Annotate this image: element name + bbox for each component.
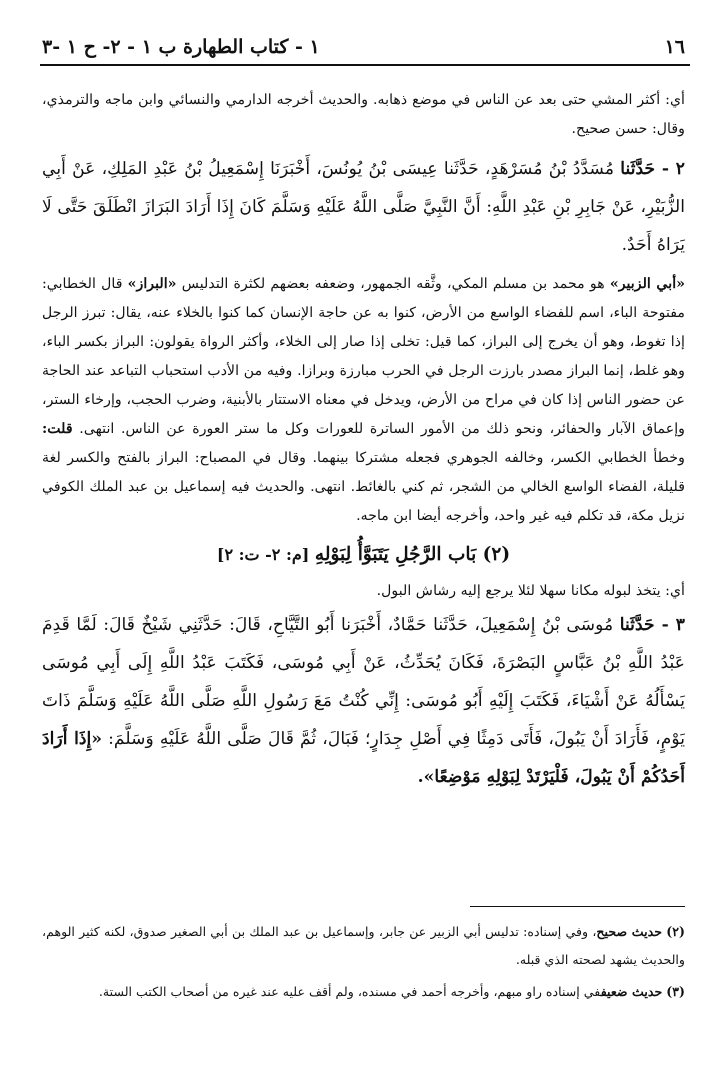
footnote-2-grade: حديث صحيح (596, 924, 663, 939)
hadith-3 (42, 606, 685, 796)
chapter-heading (42, 535, 685, 575)
footnotes (42, 918, 685, 1006)
hadith-2-lead: - حَدَّثَنا (620, 159, 670, 179)
footnote-3-number: (٣) (666, 984, 685, 999)
commentary-2-text-2: قال الخطابي: مفتوحة الباء، اسم للفضاء الواسع من الأرض، كنوا به عن حاجة الإنسان كما كنوا بالخلاء عنه، يقال: تبرز الرجل إذا تغوط، وهو أن يخرج إلى البراز، كما قيل: تخلى إذا صار إلى الخلاء، وأكثر الرواة يقولون: البراز بكسر الباء، وهو غلط، إنما البراز مصدر بارزت الرجل في الحرب مبارزة وبرازا. وفيه من الأدب استحباب التباعد عند الحاجة عن حضور الناس إذا كان في مراح من الأرض، ويدخل في معناه الاستتار بالأبنية، وضرب الحجب، وإرخاء الستر، وإعماق الآبار والحفائر، ونحو ذلك من الأمور الساترة للعورات وكل ما ستر العورة عن الناس. انتهى. (42, 276, 685, 437)
commentary-2-text-3: وخطأ الخطابي الكسر، وخالفه الجوهري فجعله مشتركا بينهما. وقال في المصباح: البراز بالفتح والكسر لغة قليلة، الفضاء الواسع الخالي من الشجر، ثم كني بالغائط. انتهى. والحديث فيه إسماعيل بن عبد الملك الكوفي نزيل مكة، قد تكلم فيه غير واحد، وأخرجه أيضا ابن ماجه. (42, 450, 685, 524)
footnote-2-number: (٢) (666, 924, 685, 939)
keyword-baraz: «البراز» (127, 276, 177, 292)
header-rule (40, 64, 690, 66)
chapter-title: (٢) بَاب الرَّجُلِ يَتَبَوَّأُ لِبَوْلِهِ (314, 544, 511, 565)
hadith-3-lead: - حَدَّثَنا (619, 615, 669, 635)
hadith-3-number: ٣ (675, 615, 685, 635)
footnote-3-text: في إسناده راو مبهم، وأخرجه أحمد في مسنده، ولم أقف عليه عند غيره من أصحاب الكتب الستة. (98, 984, 601, 999)
hadith-3-prophetic-quote: «إِذَا أَرَادَ أَحَدُكُمْ أَنْ يَبُولَ، فَلْيَرْتَدْ لِبَوْلِهِ مَوْضِعًا». (42, 729, 685, 787)
chapter-reference: [م: ٢- ت: ٢] (216, 545, 315, 564)
running-title: ١ - كتاب الطهارة ب ١ - ٢- ح ١ -٣ (42, 36, 320, 58)
footnote-2-text: ، وفي إسناده: تدليس أبي الزبير عن جابر، وإسماعيل بن عبد الملك بن أبي الصغير صدوق، لكنه كثير الوهم، والحديث يشهد لصحته الذي قبله. (42, 924, 685, 967)
commentary-2-text-1: هو محمد بن مسلم المكي، وثَّقه الجمهور، وضعفه بعضهم لكثرة التدليس (176, 276, 610, 292)
hadith-2-number: ٢ (675, 159, 685, 179)
hadith-2 (42, 150, 685, 264)
commentary-paragraph-1: أي: أكثر المشي حتى بعد عن الناس في موضع ذهابه. والحديث أخرجه الدارمي والنسائي وابن ماجه والترمذي، وقال: حسن صحيح. (42, 92, 685, 137)
footnote-3 (42, 978, 685, 1006)
page-number: ١٦ (664, 36, 685, 58)
commentary-paragraph-3: أي: يتخذ لبوله مكانا سهلا لئلا يرجع إليه رشاش البول. (376, 583, 685, 599)
keyword-qultu: قلت: (42, 421, 73, 437)
footnote-2 (42, 918, 685, 974)
hadith-2-text: مُسَدَّدُ بْنُ مُسَرْهَدٍ، حَدَّثَنا عِيسَى بْنُ يُونُسَ، أَخْبَرَنَا إِسْمَعِيلُ بْنُ عَبْدِ المَلِكِ، عَنْ أَبِي الزُّبَيْرِ، عَنْ جَابِرِ بْنِ عَبْدِ اللَّهِ: أَنَّ النَّبِيَّ صَلَّى اللَّهُ عَلَيْهِ وَسَلَّمَ كَانَ إِذَا أَرَادَ البَرَازَ انْطَلَقَ حَتَّى لَا يَرَاهُ أَحَدٌ. (42, 159, 685, 255)
main-text (42, 58, 685, 796)
footnote-3-grade: حديث ضعيف (600, 984, 663, 999)
footnote-rule (470, 906, 685, 907)
hadith-3-text: مُوسَى بْنُ إِسْمَعِيلَ، حَدَّثَنا حَمَّادٌ، أَخْبَرَنا أَبُو التَّيَّاحِ، قَالَ: حَدَّثَنِي شَيْخٌ قَالَ: لَمَّا قَدِمَ عَبْدُ اللَّهِ بْنُ عَبَّاسٍ البَصْرَةَ، فَكَانَ يُحَدِّثُ، عَنْ أَبِي مُوسَى، فَكَتَبَ عَبْدُ اللَّهِ إِلَى أَبِي مُوسَى يَسْأَلُهُ عَنْ أَشْيَاءَ، فَكَتَبَ إِلَيْهِ أَبُو مُوسَى: إِنِّي كُنْتُ مَعَ رَسُولِ اللَّهِ صَلَّى اللَّهُ عَلَيْهِ وَسَلَّمَ ذَاتَ يَوْمٍ، فَأَرَادَ أَنْ يَبُولَ، فَأَتَى دَمِثًا فِي أَصْلِ جِدَارٍ؛ فَبَالَ، ثُمَّ قَالَ صَلَّى اللَّهُ عَلَيْهِ وَسَلَّمَ: (42, 615, 685, 749)
commentary-paragraph-2 (42, 270, 685, 531)
page-header (42, 0, 685, 58)
keyword-abi-zubayr: «أبي الزبير» (609, 276, 686, 292)
